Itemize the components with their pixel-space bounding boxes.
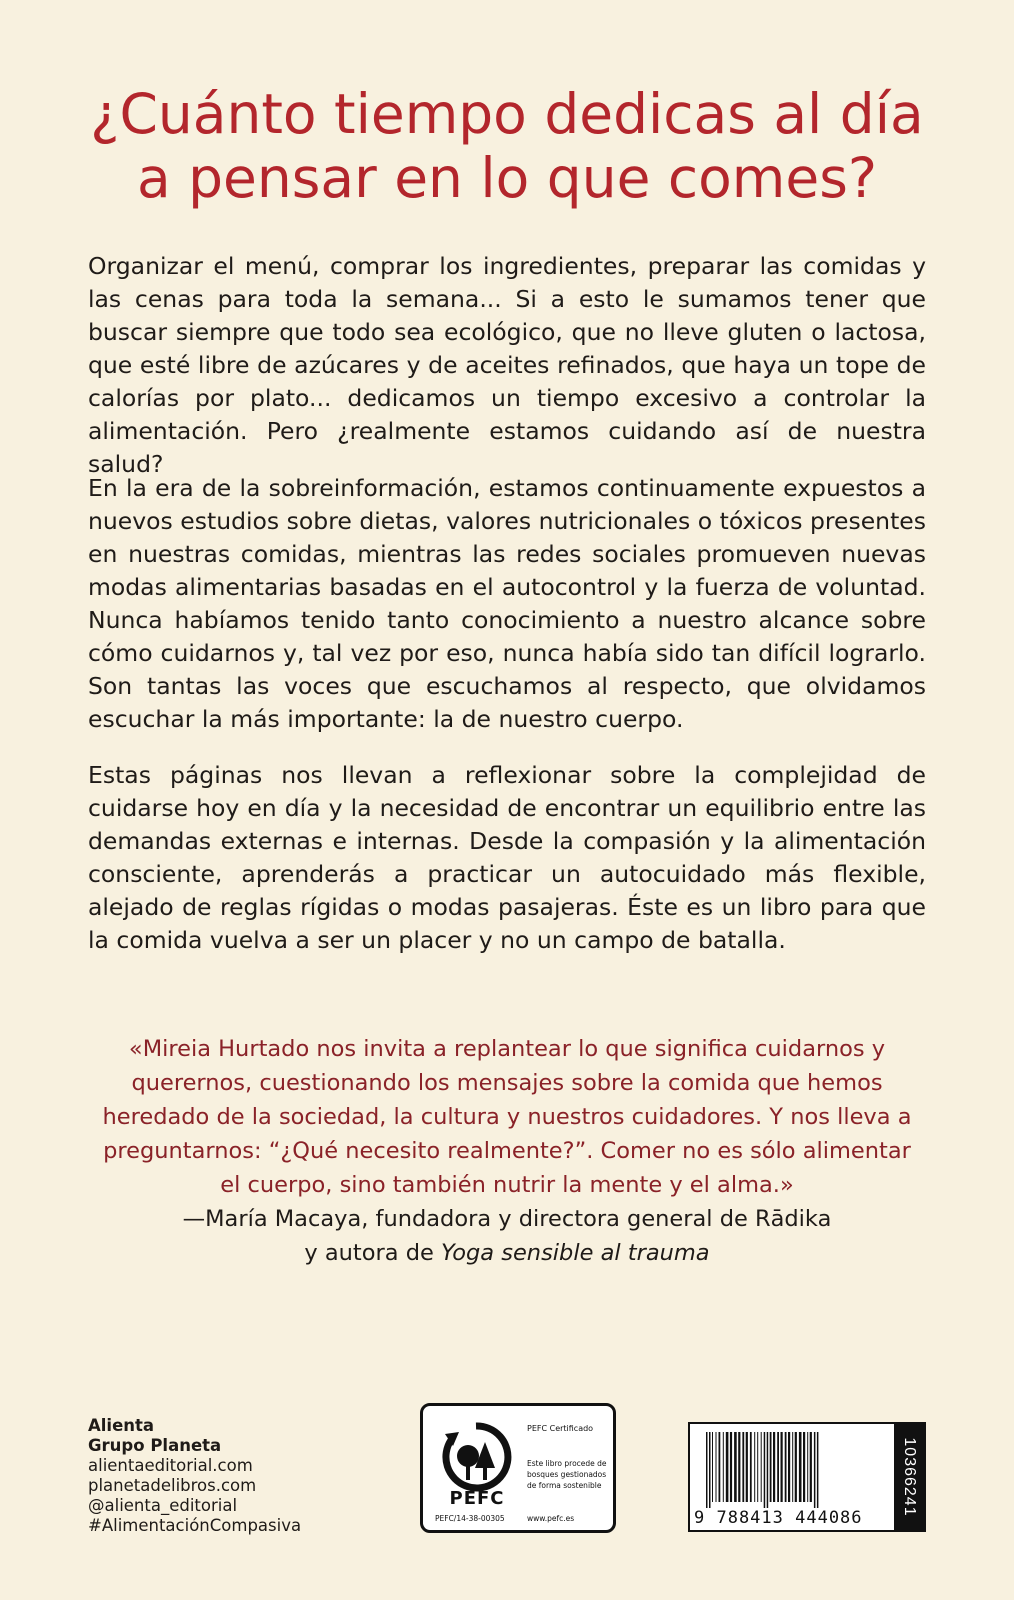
barcode-bar	[795, 1432, 797, 1502]
barcode-bar	[709, 1432, 711, 1508]
barcode-bar	[738, 1432, 740, 1502]
pefc-tree-logo-icon	[439, 1420, 513, 1494]
barcode-bar	[734, 1432, 737, 1502]
barcode-bar	[770, 1432, 772, 1502]
headline	[60, 82, 954, 210]
pefc-code: PEFC/14-38-00305	[435, 1514, 505, 1523]
barcode-bar	[726, 1432, 729, 1502]
publisher-link-website[interactable]: alientaeditorial.com	[88, 1456, 253, 1475]
barcode-bar	[764, 1432, 766, 1508]
barcode-bar	[719, 1432, 721, 1502]
barcode-bar	[767, 1432, 769, 1508]
barcode-bar	[706, 1432, 708, 1508]
barcode-bar	[754, 1432, 755, 1502]
barcode-bar	[803, 1432, 805, 1502]
barcode-bar	[742, 1432, 744, 1502]
barcode-bar	[785, 1432, 787, 1502]
body-paragraph-1: Organizar el menú, comprar los ingredientes, preparar las comidas y las cenas para toda la semana... Si a esto le sumamos tener que buscar siempre que todo sea ecológico, que no lleve gluten o lactosa, que esté libre de azúcares y de aceites refinados, que haya un tope de calorías por plato... dedicamos un tiempo excesivo a controlar la alimentación. Pero ¿realmente estamos cuidando así de nuestra salud?	[88, 252, 926, 478]
isbn-barcode	[688, 1422, 926, 1532]
sku-number: 10366241	[901, 1437, 918, 1517]
body-paragraph-2: En la era de la sobreinformación, estamos continuamente expuestos a nuevos estudios sobre dietas, valores nutricionales o tóxicos presentes en nuestras comidas, mientras las redes sociales promueven nuevas modas alimentarias basadas en el autocontrol y la fuerza de voluntad. Nunca habíamos tenido tanto conocimiento a nuestro alcance sobre cómo cuidarnos y, tal vez por eso, nunca había sido tan difícil lograrlo. Son tantas las voces que escuchamos al respecto, que olvidamos escuchar la más importante: la de nuestro cuerpo.	[88, 474, 926, 733]
headline-line-2: a pensar en lo que comes?	[136, 146, 878, 210]
sku-strip	[894, 1424, 924, 1530]
pefc-title: PEFC Certificado	[527, 1424, 594, 1433]
isbn-number: 9 788413 444086	[694, 1508, 863, 1528]
publisher-hashtag: #AlimentaciónCompasiva	[88, 1516, 302, 1535]
quote-text: «Mireia Hurtado nos invita a replantear lo que significa cuidarnos y querernos, cuestionando los mensajes sobre la comida que hemos heredado de la sociedad, la cultura y nuestros cuidadores. Y nos lleva a preguntarnos: “¿Qué necesito realmente?”. Comer no es sólo alimentar el cuerpo, sino también nutrir la mente y el alma.»	[102, 1036, 912, 1198]
publisher-link-instagram[interactable]: @alienta_editorial	[88, 1496, 238, 1515]
barcode-bar	[746, 1432, 748, 1502]
publisher-link-planeta[interactable]: planetadelibros.com	[88, 1476, 257, 1495]
barcode-bar	[792, 1432, 793, 1502]
body-paragraph-3: Estas páginas nos llevan a reflexionar sobre la complejidad de cuidarse hoy en día y la necesidad de encontrar un equilibrio entre las demandas externas e internas. Desde la compasión y la alimentación consciente, aprenderás a practicar un autocuidado más flexible, alejado de reglas rígidas o modas pasajeras. Éste es un libro para que la comida vuelva a ser un placer y no un campo de batalla.	[88, 761, 926, 954]
barcode-bar	[757, 1432, 758, 1502]
barcode-bar	[750, 1432, 752, 1502]
barcode-bar	[799, 1432, 802, 1502]
barcode-bar	[723, 1432, 724, 1502]
barcode-bar	[716, 1432, 717, 1502]
barcode-bar	[712, 1432, 713, 1502]
barcode-bars	[700, 1432, 886, 1508]
quote-attribution-line-2	[90, 1236, 924, 1270]
publisher-info	[88, 1416, 301, 1536]
attribution-prefix: y autora de	[304, 1240, 441, 1266]
publisher-name: Alienta	[88, 1416, 155, 1435]
barcode-bar	[814, 1432, 816, 1508]
barcode-bar	[730, 1432, 732, 1502]
barcode-bar	[777, 1432, 779, 1502]
publisher-group: Grupo Planeta	[88, 1436, 222, 1455]
pefc-description: Este libro procede de bosques gestionados de forma sostenible	[527, 1459, 607, 1490]
barcode-bar	[781, 1432, 783, 1502]
blurb-quote	[90, 1032, 924, 1270]
barcode-bar	[807, 1432, 808, 1502]
barcode-bar	[788, 1432, 790, 1502]
barcode-bar	[810, 1432, 812, 1502]
quote-attribution: —María Macaya, fundadora y directora general de Rādika	[182, 1206, 832, 1232]
pefc-url: www.pefc.es	[527, 1514, 575, 1523]
barcode-bar	[817, 1432, 819, 1508]
barcode-bar	[761, 1432, 762, 1502]
book-title: Yoga sensible al trauma	[440, 1240, 710, 1266]
pefc-certification-badge	[420, 1403, 616, 1533]
headline-line-1: ¿Cuánto tiempo dedicas al día	[90, 82, 924, 146]
pefc-logo-text: PEFC	[449, 1488, 505, 1509]
barcode-bar	[773, 1432, 775, 1502]
